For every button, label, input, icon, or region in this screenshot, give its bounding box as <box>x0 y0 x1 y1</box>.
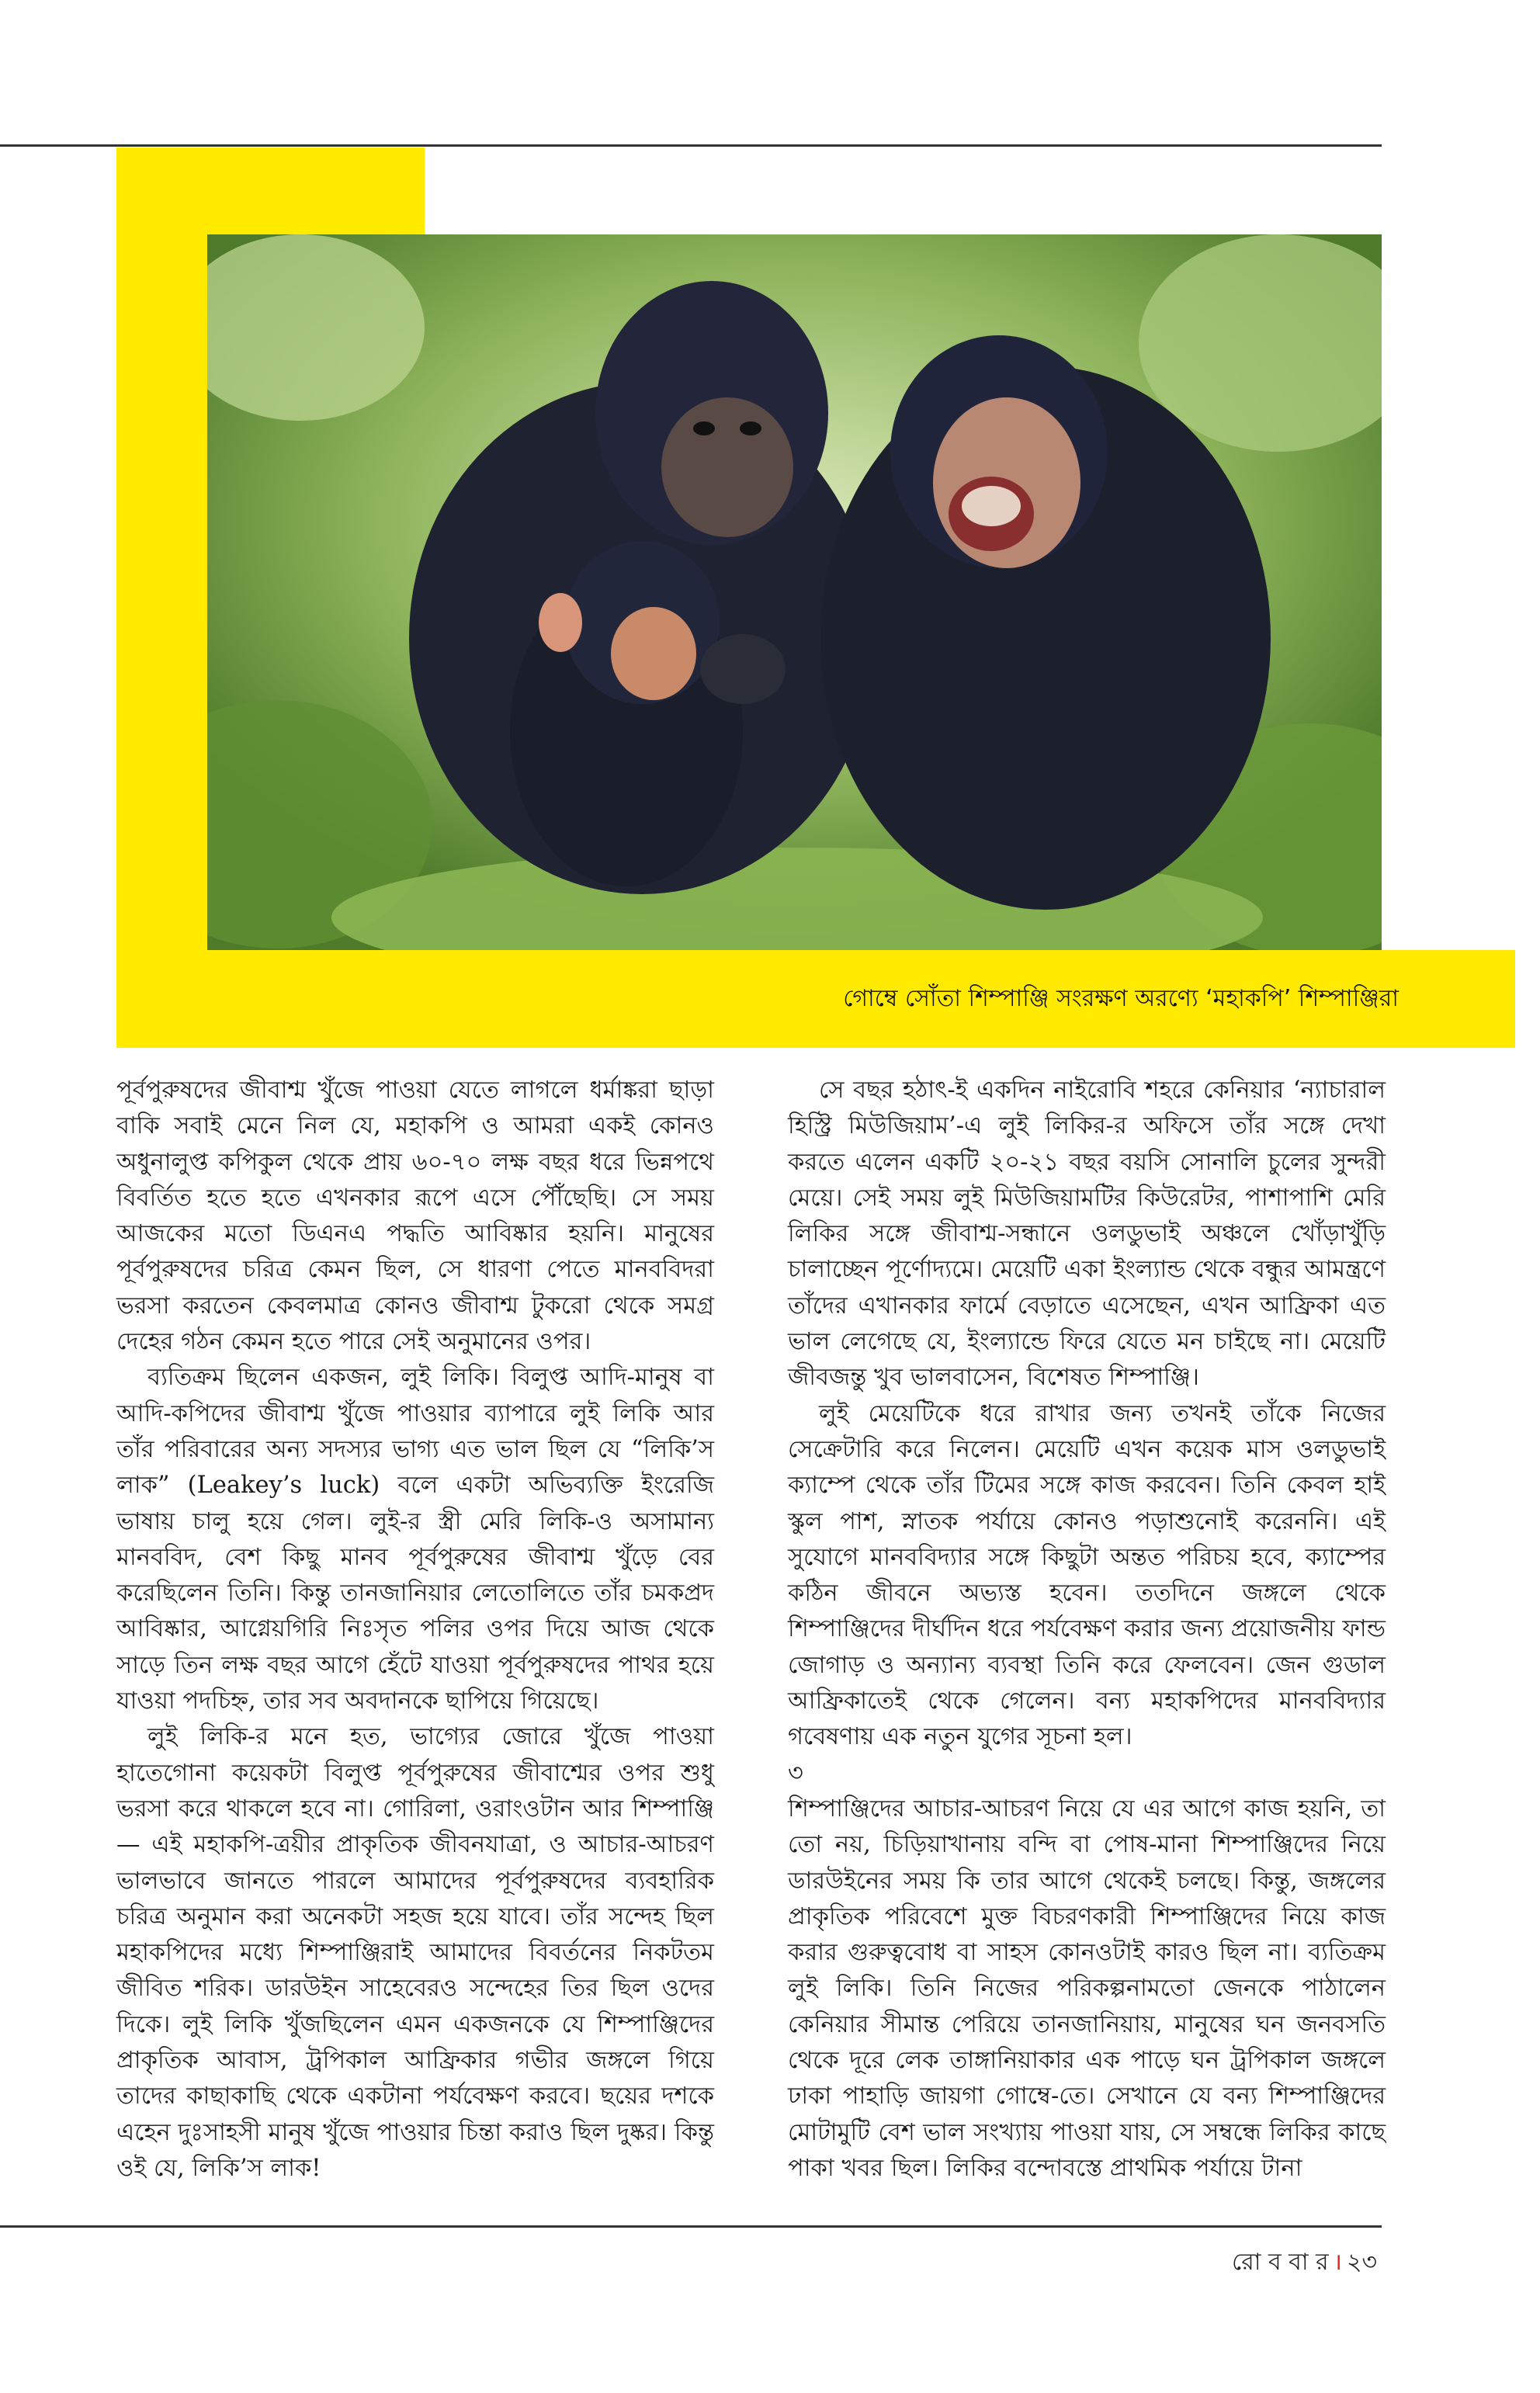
yellow-side-band <box>116 147 207 1048</box>
section-number: ৩ <box>788 1759 803 1787</box>
page-number: ২৩ <box>1346 2249 1377 2276</box>
paragraph: ব্যতিক্রম ছিলেন একজন, লুই লিকি। বিলুপ্ত আদি-মানুষ বা আদি-কপিদের জীবাশ্ম খুঁজে পাওয়ার ব্যাপারে লুই লিকি আর তাঁর পরিবারের অন্য সদস্যর ভাগ্য এত ভাল ছিল যে “লিকি’স লাক” (Leakey’s luck) বলে একটা অভিব্যক্তি ইংরেজি ভাষায় চালু হয়ে গেল। লুই-র স্ত্রী মেরি লিকি-ও অসামান্য মানববিদ, বেশ কিছু মানব পূর্বপুরুষের জীবাশ্ম খুঁড়ে বের করেছিলেন তিনি। কিন্তু তানজানিয়ার লেতোলিতে তাঁর চমকপ্রদ আবিষ্কার, আগ্নেয়গিরি নিঃসৃত পলির ওপর দিয়ে আজ থেকে সাড়ে তিন লক্ষ বছর আগে হেঁটে যাওয়া পূর্বপুরুষদের পাথর হয়ে যাওয়া পদচিহ্ন, তার সব অবদানকে ছাপিয়ে গিয়েছে। <box>116 1364 714 1715</box>
magazine-name: রো ব বা র <box>1232 2249 1329 2276</box>
article-left-column <box>116 1073 714 2187</box>
photo-caption: গোম্বে সোঁতা শিম্পাঞ্জি সংরক্ষণ অরণ্যে ‘মহাকপি’ শিম্পাঞ্জিরা <box>843 984 1399 1012</box>
footer-separator: । <box>1333 2249 1342 2276</box>
paragraph: শিম্পাঞ্জিদের আচার-আচরণ নিয়ে যে এর আগে কাজ হয়নি, তা তো নয়, চিড়িয়াখানায় বন্দি বা পোষ-মানা শিম্পাঞ্জিদের নিয়ে ডারউইনের সময় কি তার আগে থেকেই চলছে। কিন্তু, জঙ্গলের প্রাকৃতিক পরিবেশে মুক্ত বিচরণকারী শিম্পাঞ্জিদের নিয়ে কাজ করার গুরুত্ববোধ বা সাহস কোনওটাই কারও ছিল না। ব্যতিক্রম লুই লিকি। তিনি নিজের পরিকল্পনামতো জেনকে পাঠালেন কেনিয়ার সীমান্ত পেরিয়ে তানজানিয়ায়, মানুষের ঘন জনবসতি থেকে দূরে লেক তাঙ্গানিয়াকার এক পাড়ে ঘন ট্রপিকাল জঙ্গলে ঢাকা পাহাড়ি জায়গা গোম্বে-তে। সেখানে যে বন্য শিম্পাঞ্জিদের মোটামুটি বেশ ভাল সংখ্যায় পাওয়া যায়, সে সম্বন্ধে লিকির কাছে পাকা খবর ছিল। লিকির বন্দোবস্তে প্রাথমিক পর্যায়ে টানা <box>788 1795 1386 2182</box>
page-footer <box>1232 2243 1377 2283</box>
paragraph: লুই মেয়েটিকে ধরে রাখার জন্য তখনই তাঁকে নিজের সেক্রেটারি করে নিলেন। মেয়েটি এখন কয়েক মাস ওলডুভাই ক্যাম্পে থেকে তাঁর টিমের সঙ্গে কাজ করবেন। তিনি কেবল হাই স্কুল পাশ, স্নাতক পর্যায়ে কোনও পড়াশুনোই করেননি। এই সুযোগে মানববিদ্যার সঙ্গে কিছুটা অন্তত পরিচয় হবে, ক্যাম্পের কঠিন জীবনে অভ্যস্ত হবেন। ততদিনে জঙ্গলে থেকে শিম্পাঞ্জিদের দীর্ঘদিন ধরে পর্যবেক্ষণ করার জন্য প্রয়োজনীয় ফান্ড জোগাড় ও অন্যান্য ব্যবস্থা তিনি করে ফেলবেন। জেন গুডাল আফ্রিকাতেই থেকে গেলেন। বন্য মহাকপিদের মানববিদ্যার গবেষণায় এক নতুন যুগের সূচনা হল। <box>788 1399 1386 1751</box>
paragraph: পূর্বপুরুষদের জীবাশ্ম খুঁজে পাওয়া যেতে লাগলে ধর্মাঙ্করা ছাড়া বাকি সবাই মেনে নিল যে, মহাকপি ও আমরা একই কোনও অধুনালুপ্ত কপিকুল থেকে প্রায় ৬০-৭০ লক্ষ বছর ধরে ভিন্নপথে বিবর্তিত হতে হতে এখনকার রূপে এসে পৌঁছেছি। সে সময় আজকের মতো ডিএনএ পদ্ধতি আবিষ্কার হয়নি। মানুষের পূর্বপুরুষদের চরিত্র কেমন ছিল, সে ধারণা পেতে মানববিদরা ভরসা করতেন কেবলমাত্র কোনও জীবাশ্ম টুকরো থেকে সমগ্র দেহের গঠন কেমন হতে পারে সেই অনুমানের ওপর। <box>116 1077 714 1356</box>
chimpanzee-photo <box>207 234 1382 950</box>
paragraph: সে বছর হঠাৎ-ই একদিন নাইরোবি শহরে কেনিয়ার ‘ন্যাচারাল হিস্ট্রি মিউজিয়াম’-এ লুই লিকির-র অফিসে তাঁর সঙ্গে দেখা করতে এলেন একটি ২০-২১ বছর বয়সি সোনালি চুলের সুন্দরী মেয়ে। সেই সময় লুই মিউজিয়ামটির কিউরেটর, পাশাপাশি মেরি লিকির সঙ্গে জীবাশ্ম-সন্ধানে ওলডুভাই অঞ্চলে খোঁড়াখুঁড়ি চালাচ্ছেন পূর্ণোদ্যমে। মেয়েটি একা ইংল্যান্ড থেকে বন্ধুর আমন্ত্রণে তাঁদের এখানকার ফার্মে বেড়াতে এসেছেন, এখন আফ্রিকা এত ভাল লেগেছে যে, ইংল্যান্ডে ফিরে যেতে মন চাইছে না। মেয়েটি জীবজন্তু খুব ভালবাসেন, বিশেষত শিম্পাঞ্জি। <box>788 1077 1386 1392</box>
paragraph: লুই লিকি-র মনে হত, ভাগ্যের জোরে খুঁজে পাওয়া হাতেগোনা কয়েকটা বিলুপ্ত পূর্বপুরুষের জীবাশ্মের ওপর শুধু ভরসা করে থাকলে হবে না। গোরিলা, ওরাংওটান আর শিম্পাঞ্জি— এই মহাকপি-ত্রয়ীর প্রাকৃতিক জীবনযাত্রা, ও আচার-আচরণ ভালভাবে জানতে পারলে আমাদের পূর্বপুরুষদের ব্যবহারিক চরিত্র অনুমান করা অনেকটা সহজ হয়ে যাবে। তাঁর সন্দেহ ছিল মহাকপিদের মধ্যে শিম্পাঞ্জিরাই আমাদের বিবর্তনের নিকটতম জীবিত শরিক। ডারউইন সাহেবেরও সন্দেহের তির ছিল ওদের দিকে। লুই লিকি খুঁজছিলেন এমন একজনকে যে শিম্পাঞ্জিদের প্রাকৃতিক আবাস, ট্রপিকাল আফ্রিকার গভীর জঙ্গলে গিয়ে তাদের কাছাকাছি থেকে একটানা পর্যবেক্ষণ করবে। ছয়ের দশকে এহেন দুঃসাহসী মানুষ খুঁজে পাওয়ার চিন্তা করাও ছিল দুষ্কর। কিন্তু ওই যে, লিকি’স লাক! <box>116 1723 714 2182</box>
top-rule <box>0 144 1382 147</box>
caption-band <box>116 950 1515 1048</box>
article-right-column <box>788 1073 1386 2187</box>
bottom-rule <box>0 2225 1382 2228</box>
